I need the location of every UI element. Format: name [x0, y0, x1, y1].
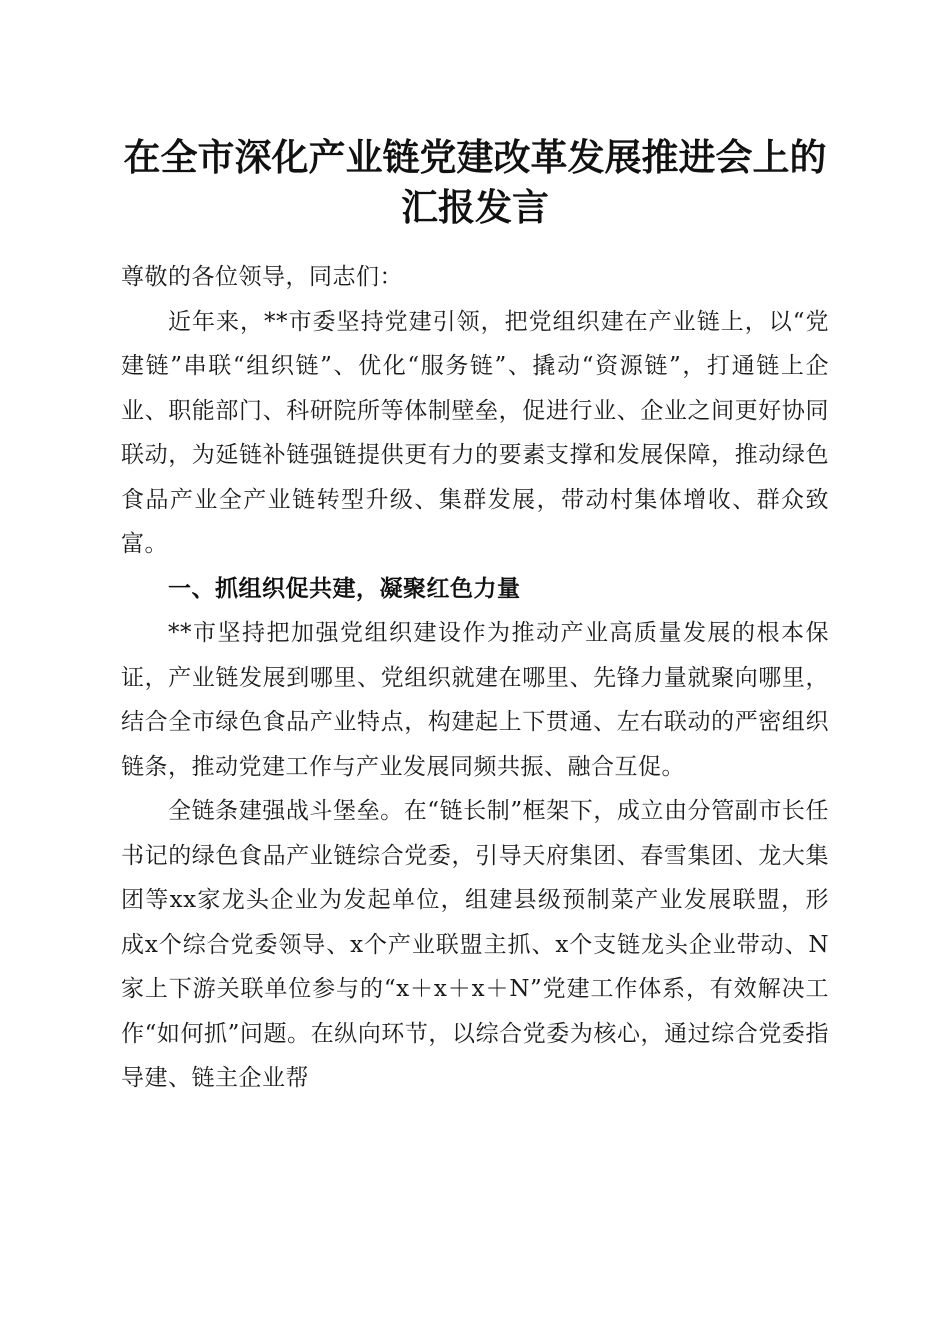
salutation: 尊敬的各位领导，同志们：: [121, 264, 403, 290]
paragraph-chain-stronghold: 全链条建强战斗堡垒。在“链长制”框架下，成立由分管副市长任书记的绿色食品产业链综合党委，引导天府集团、春雪集团、龙大集团等xx家龙头企业为发起单位，组建县级预制菜产业发展联盟，形成x个综合党委领导、x个产业联盟主抓、x个支链龙头企业带动、N家上下游关联单位参与的“x＋x＋x＋N”党建工作体系，有效解决工作“如何抓”问题。在纵向环节，以综合党委为核心，通过综合党委指导建、链主企业帮: [121, 798, 829, 1091]
section-heading-1: 一、抓组织促共建，凝聚红色力量: [168, 574, 521, 602]
paragraph-section-1: **市坚持把加强党组织建设作为推动产业高质量发展的根本保证，产业链发展到哪里、党组织就建在哪里、先锋力量就聚向哪里，结合全市绿色食品产业特点，构建起上下贯通、左右联动的严密组织链条，推动党建工作与产业发展同频共振、融合互促。: [121, 620, 829, 780]
document-body: [121, 255, 829, 1101]
paragraph-intro: 近年来，**市委坚持党建引领，把党组织建在产业链上，以“党建链”串联“组织链”、优化“服务链”、撬动“资源链”，打通链上企业、职能部门、科研院所等体制壁垒，促进行业、企业之间更好协同联动，为延链补链强链提供更有力的要素支撑和发展保障，推动绿色食品产业全产业链转型升级、集群发展，带动村集体增收、群众致富。: [121, 308, 829, 557]
document-title: 在全市深化产业链党建改革发展推进会上的汇报发言: [123, 135, 827, 229]
